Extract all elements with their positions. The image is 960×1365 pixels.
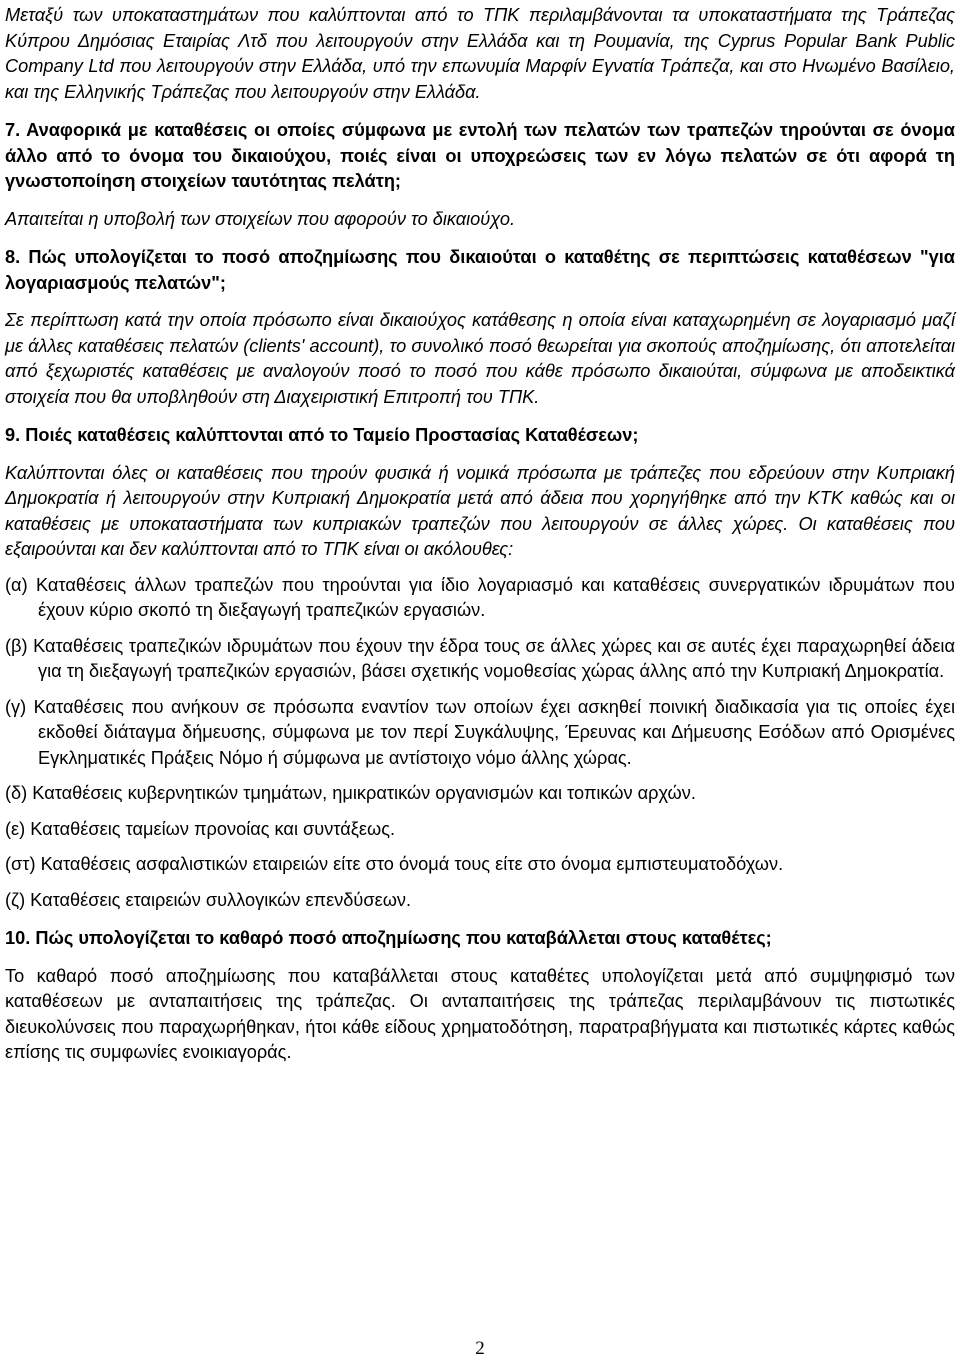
question-10: 10. Πώς υπολογίζεται το καθαρό ποσό αποζημίωσης που καταβάλλεται στους καταθέτες; <box>5 928 772 948</box>
question-9: 9. Ποιές καταθέσεις καλύπτονται από το Ταμείο Προστασίας Καταθέσεων; <box>5 425 639 445</box>
exclusion-item-b: (β) Καταθέσεις τραπεζικών ιδρυμάτων που έχουν την έδρα τους σε άλλες χώρες και σε αυτές έχει παραχωρηθεί άδεια για τη διεξαγωγή τραπεζικών εργασιών, βάσει σχετικής νομοθεσίας χώρας άλλης από την Κυπριακή Δημοκρατία. <box>5 635 955 681</box>
exclusion-item-e: (ε) Καταθέσεις ταμείων προνοίας και συντάξεως. <box>5 818 396 839</box>
exclusion-item-d: (δ) Καταθέσεις κυβερνητικών τμημάτων, ημικρατικών οργανισμών και τοπικών αρχών. <box>5 783 696 803</box>
exclusion-item-st: (στ) Καταθέσεις ασφαλιστικών εταιρειών είτε στο όνομά τους είτε στο όνομα εμπιστευματοδόχων. <box>5 854 784 874</box>
exclusion-item-z: (ζ) Καταθέσεις εταιρειών συλλογικών επενδύσεων. <box>5 889 412 910</box>
exclusions-list <box>5 573 955 914</box>
answer-10: Το καθαρό ποσό αποζημίωσης που καταβάλλεται στους καταθέτες υπολογίζεται μετά από συμψηφισμό των καταθέσεων με ανταπαιτήσεις της τράπεζας. Οι ανταπαιτήσεις της τράπεζας περιλαμβάνουν τις πιστωτικές διευκολύνσεις που παραχωρήθηκαν, ήτοι κάθε είδους χρηματοδότηση, παρατραβήγματα και πιστωτικές κάρτες καθώς επίσης τις συμφωνίες ενοικιαγοράς. <box>5 965 955 1062</box>
exclusion-item-a: (α) Καταθέσεις άλλων τραπεζών που τηρούνται για ίδιο λογαριασμό και καταθέσεις συνεργατικών ιδρυμάτων που έχουν κύριο σκοπό τη διεξαγωγή τραπεζικών εργασιών. <box>5 574 955 620</box>
intro-paragraph: Μεταξύ των υποκαταστημάτων που καλύπτονται από το ΤΠΚ περιλαμβάνονται τα υποκαταστήματα της Τράπεζας Κύπρου Δημόσιας Εταιρίας Λτδ που λειτουργούν στην Ελλάδα και τη Ρουμανία, της Cyprus Popular Bank Public Company Ltd που λειτουργούν στην Ελλάδα, υπό την επωνυμία Μαρφίν Εγνατία Τράπεζα, και στο Ηνωμένο Βασίλειο, και της Ελληνικής Τράπεζας που λειτουργούν στην Ελλάδα. <box>5 5 955 102</box>
page-number: 2 <box>475 1338 485 1359</box>
question-7: 7. Αναφορικά με καταθέσεις οι οποίες σύμφωνα με εντολή των πελατών των τραπεζών τηρούνται σε όνομα άλλο από το όνομα του δικαιούχου, ποιές είναι οι υποχρεώσεις των εν λόγω πελατών σε ότι αφορά τη γνωστοποίηση στοιχείων ταυτότητας πελάτη; <box>5 120 955 191</box>
answer-7: Απαιτείται η υποβολή των στοιχείων που αφορούν το δικαιούχο. <box>5 208 516 229</box>
document-page <box>5 0 955 1066</box>
question-8: 8. Πώς υπολογίζεται το ποσό αποζημίωσης που δικαιούται ο καταθέτης σε περιπτώσεις καταθέσεων "για λογαριασμούς πελατών"; <box>5 247 955 293</box>
answer-8: Σε περίπτωση κατά την οποία πρόσωπο είναι δικαιούχος κατάθεσης η οποία είναι καταχωρημένη σε λογαριασμό μαζί με άλλες καταθέσεις πελατών (clients' account), το συνολικό ποσό θεωρείται για σκοπούς αποζημίωσης, ότι αποτελείται από ξεχωριστές καταθέσεις με αναλογούν ποσό το ποσό που κάθε πρόσωπο δικαιούται, σύμφωνα με αποδεικτικά στοιχεία που θα υποβληθούν στη Διαχειριστική Επιτροπή του ΤΠΚ. <box>5 310 955 407</box>
answer-9: Καλύπτονται όλες οι καταθέσεις που τηρούν φυσικά ή νομικά πρόσωπα με τράπεζες που εδρεύουν στην Κυπριακή Δημοκρατία ή λειτουργούν στην Κυπριακή Δημοκρατία μετά από άδεια που χορηγήθηκε από την ΚΤΚ καθώς και οι καταθέσεις με υποκαταστήματα των κυπριακών τραπεζών που λειτουργούν σε άλλες χώρες. Οι καταθέσεις που εξαιρούνται και δεν καλύπτονται από το ΤΠΚ είναι οι ακόλουθες: <box>5 462 955 559</box>
exclusion-item-c: (γ) Καταθέσεις που ανήκουν σε πρόσωπα εναντίον των οποίων έχει ασκηθεί ποινική διαδικασία για τις οποίες έχει εκδοθεί διάταγμα δήμευσης, σύμφωνα με τον περί Συγκάλυψης, Έρευνας και Δήμευσης Εσόδων από Ορισμένες Εγκληματικές Πράξεις Νόμο ή σύμφωνα με αντίστοιχο νόμο άλλης χώρας. <box>5 696 955 768</box>
